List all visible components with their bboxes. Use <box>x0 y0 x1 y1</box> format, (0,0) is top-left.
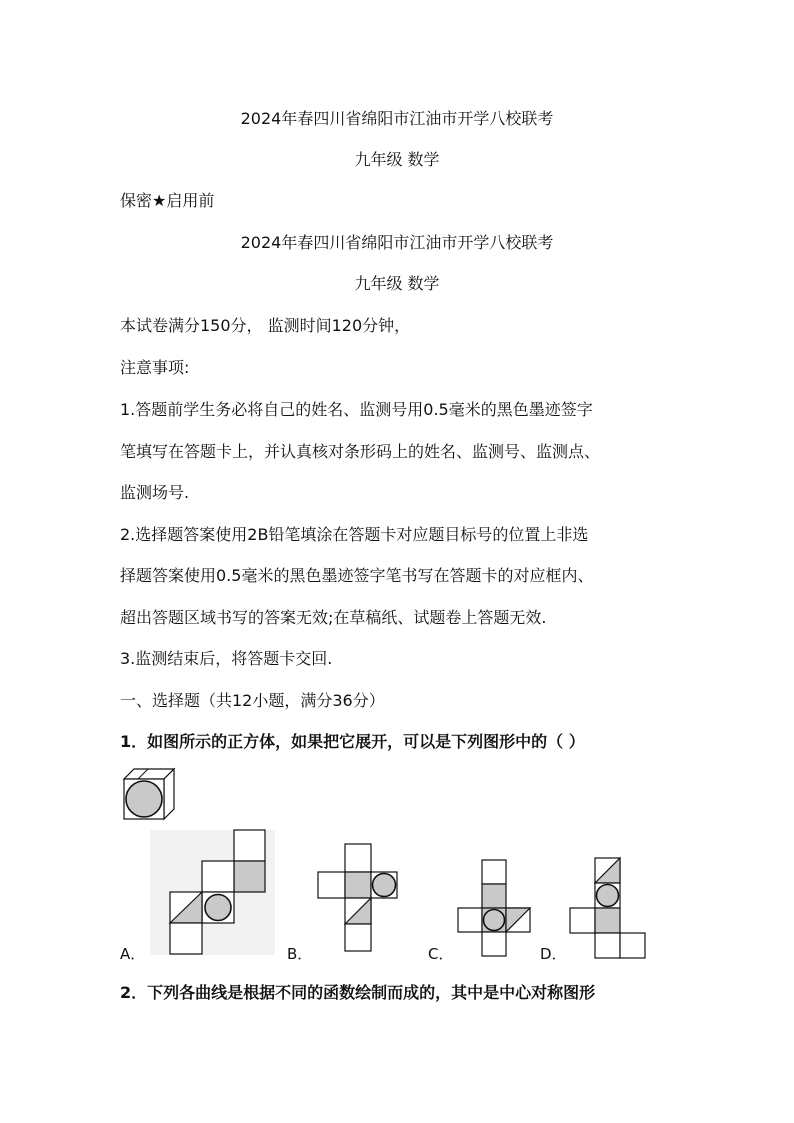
exam-title: 2024年春四川省绵阳市江油市开学八校联考 <box>240 109 554 128</box>
exam-subject-repeat: 九年级 数学 <box>354 274 440 293</box>
note-line-4: 2.选择题答案使用2B铅笔填涂在答题卡对应题目标号的位置上非选 <box>120 525 589 544</box>
question-1: 1．如图所示的正方体，如果把它展开，可以是下列图形中的（ ） <box>120 732 585 751</box>
notes-heading: 注意事项: <box>120 358 190 377</box>
section-heading: 一、选择题（共12小题，满分36分） <box>120 691 385 710</box>
secret-mark: 保密★启用前 <box>120 191 215 210</box>
note-line-5: 择题答案使用0.5毫米的黑色墨迹签字笔书写在答题卡的对应框内、 <box>120 566 594 585</box>
option-a-label: A． <box>120 945 146 963</box>
net-option-d <box>570 856 650 960</box>
question-2: 2．下列各曲线是根据不同的函数绘制而成的，其中是中心对称图形 <box>120 983 596 1002</box>
note-line-7: 3.监测结束后，将答题卡交回. <box>120 649 333 668</box>
option-b-label: B． <box>287 945 313 963</box>
net-option-a <box>150 830 275 955</box>
exam-subject: 九年级 数学 <box>354 150 440 169</box>
net-option-c <box>458 858 530 958</box>
note-line-3: 监测场号. <box>120 483 190 502</box>
net-option-b <box>318 844 398 952</box>
exam-info: 本试卷满分150分， 监测时间120分钟， <box>120 316 411 335</box>
note-line-2: 笔填写在答题卡上，并认真核对条形码上的姓名、监测号、监测点、 <box>120 442 601 461</box>
exam-title-repeat: 2024年春四川省绵阳市江油市开学八校联考 <box>240 233 554 252</box>
note-line-6: 超出答题区域书写的答案无效;在草稿纸、试题卷上答题无效. <box>120 608 547 627</box>
option-c-label: C． <box>428 945 454 963</box>
cube-figure <box>120 765 180 825</box>
note-line-1: 1.答题前学生务必将自己的姓名、监测号用0.5毫米的黑色墨迹签字 <box>120 400 593 419</box>
option-d-label: D． <box>540 945 567 963</box>
